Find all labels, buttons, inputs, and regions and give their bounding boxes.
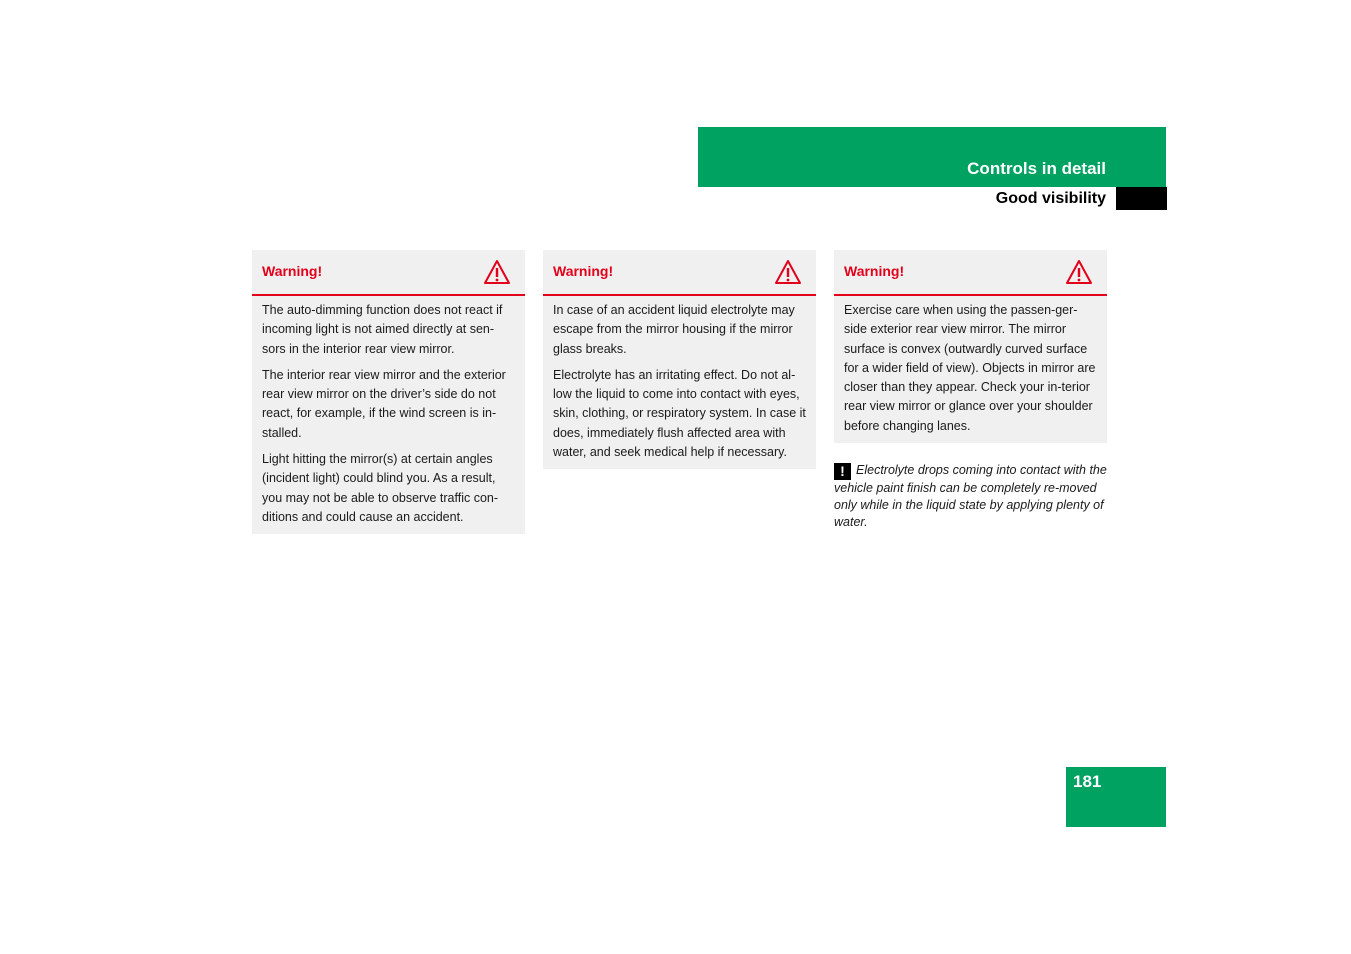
page-number-tab (1066, 767, 1166, 827)
warning-triangle-icon (1065, 259, 1093, 285)
exclamation-icon: ! (834, 463, 851, 480)
warning-paragraph: The interior rear view mirror and the exterior rear view mirror on the driver’s side do not react, for example, if the wind screen is in-stalled. (262, 367, 506, 440)
page-number: 181 (1073, 772, 1102, 791)
warning-label: Warning! (844, 263, 905, 279)
warning-box-dimming (252, 250, 525, 534)
warning-box-convex-mirror (834, 250, 1107, 443)
warning-triangle-icon (483, 259, 511, 285)
warning-paragraph: Light hitting the mirror(s) at certain angles (incident light) could blind you. As a result, you may not be able to observe traffic con-ditions and could cause an accident. (262, 452, 499, 524)
warning-paragraph: Exercise care when using the passen-ger-side exterior rear view mirror. The mirror surface is convex (outwardly curved surface for a wider field of view). Objects in mirror are closer than they appear. Check your in-terior rear view mirror or glance over your shoulder before changing lanes. (844, 303, 1096, 433)
warning-paragraph: The auto-dimming function does not react if incoming light is not aimed directly at sen-sors in the interior rear view mirror. (262, 303, 503, 356)
subsection-title: Good visibility (995, 190, 1106, 207)
warning-header (543, 250, 816, 296)
paint-damage-note (834, 462, 1107, 530)
warning-triangle-icon (774, 259, 802, 285)
warning-paragraph: In case of an accident liquid electrolyte may escape from the mirror housing if the mirror glass breaks. (553, 303, 795, 356)
section-marker-tab (1116, 187, 1167, 210)
warning-header (252, 250, 525, 296)
warning-label: Warning! (553, 263, 614, 279)
note-text: Electrolyte drops coming into contact with the vehicle paint finish can be completely re-moved only while in the liquid state by applying plenty of water. (834, 463, 1107, 529)
warning-body (834, 296, 1107, 443)
warning-body (252, 296, 525, 534)
warning-header (834, 250, 1107, 296)
warning-body (543, 296, 816, 469)
warning-label: Warning! (262, 263, 323, 279)
warning-paragraph: Electrolyte has an irritating effect. Do not al-low the liquid to come into contact with eyes, skin, clothing, or respiratory system. In case it does, immediately flush affected area with water, and seek medical help if necessary. (553, 367, 806, 460)
section-title: Controls in detail (967, 159, 1106, 178)
warning-box-electrolyte (543, 250, 816, 469)
